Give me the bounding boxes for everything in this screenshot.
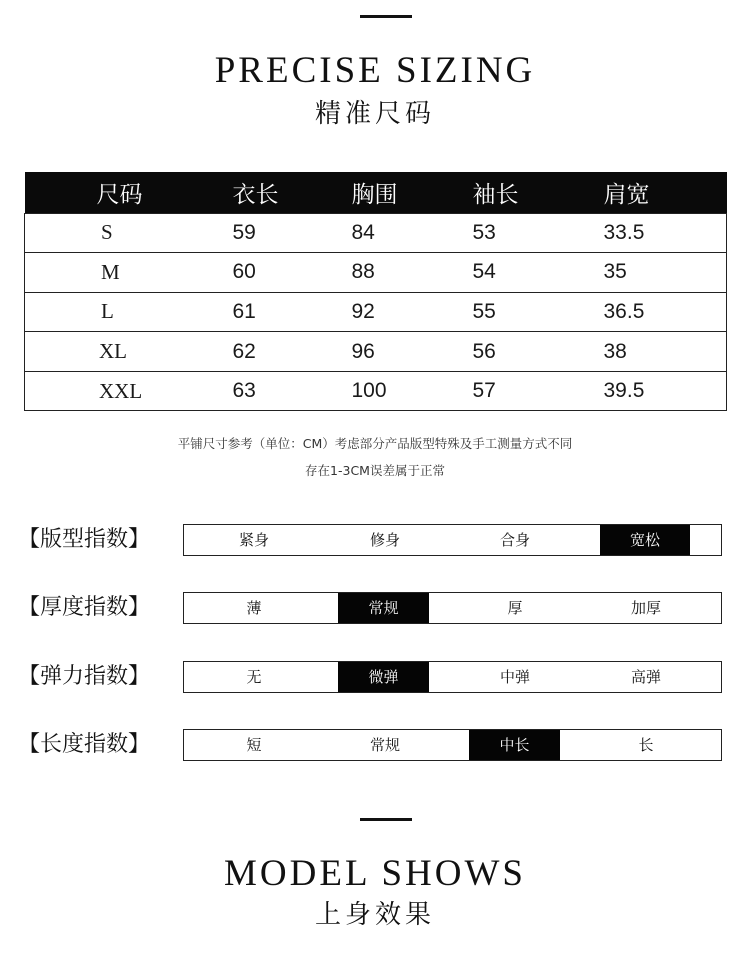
index-option: 中弹 xyxy=(499,668,530,686)
table-row xyxy=(25,292,727,332)
measurement-note-line2: 存在1-3CM误差属于正常 xyxy=(305,463,445,478)
model-heading xyxy=(0,855,750,928)
top-divider xyxy=(360,15,412,18)
table-row xyxy=(25,213,727,253)
index-row-elasticity xyxy=(18,661,728,693)
length-cell: 62 xyxy=(175,332,295,372)
index-option: 无 xyxy=(246,668,262,686)
size-cell: L xyxy=(25,292,175,332)
sleeve-cell: 54 xyxy=(417,253,539,293)
index-label: 【长度指数】 xyxy=(18,732,151,757)
header-cell: 尺码 xyxy=(25,172,175,213)
index-option-selected: 中长 xyxy=(469,730,560,760)
index-option-selected: 常规 xyxy=(338,593,429,623)
index-bar xyxy=(183,729,722,761)
sleeve-cell: 56 xyxy=(417,332,539,372)
measurement-note-line1: 平铺尺寸参考（单位：CM）考虑部分产品版型特殊及手工测量方式不同 xyxy=(177,436,573,451)
index-option: 加厚 xyxy=(630,599,661,617)
index-row-fit xyxy=(18,524,728,556)
index-option: 常规 xyxy=(369,736,400,754)
chest-cell: 96 xyxy=(295,332,417,372)
index-option: 修身 xyxy=(369,531,400,549)
chest-cell: 100 xyxy=(295,371,417,411)
index-option: 薄 xyxy=(246,599,262,617)
chest-cell: 84 xyxy=(295,213,417,253)
index-label: 【厚度指数】 xyxy=(18,595,151,620)
model-title-cn: 上身效果 xyxy=(314,900,435,930)
index-option: 厚 xyxy=(507,599,523,617)
sleeve-cell: 55 xyxy=(417,292,539,332)
index-bar xyxy=(183,524,722,556)
size-table-header xyxy=(25,172,727,213)
size-cell: XL xyxy=(25,332,175,372)
index-option: 短 xyxy=(246,736,262,754)
table-row xyxy=(25,253,727,293)
index-option-selected: 宽松 xyxy=(600,525,690,555)
sizing-title-cn: 精准尺码 xyxy=(314,99,435,129)
size-cell: XXL xyxy=(25,371,175,411)
size-table xyxy=(24,172,727,411)
header-cell: 衣长 xyxy=(175,172,295,213)
index-option: 长 xyxy=(638,736,654,754)
chest-cell: 92 xyxy=(295,292,417,332)
shoulder-cell: 39.5 xyxy=(539,371,727,411)
index-option: 合身 xyxy=(499,531,530,549)
index-bar xyxy=(183,661,722,693)
chest-cell: 88 xyxy=(295,253,417,293)
length-cell: 60 xyxy=(175,253,295,293)
sizing-title-en: PRECISE SIZING xyxy=(214,50,536,91)
header-cell: 肩宽 xyxy=(539,172,727,213)
index-row-thickness xyxy=(18,592,728,624)
sleeve-cell: 57 xyxy=(417,371,539,411)
bottom-divider xyxy=(360,818,412,821)
shoulder-cell: 35 xyxy=(539,253,727,293)
index-row-length xyxy=(18,729,728,761)
model-title-en: MODEL SHOWS xyxy=(224,853,526,894)
index-bar xyxy=(183,592,722,624)
index-option: 高弹 xyxy=(630,668,661,686)
index-label: 【版型指数】 xyxy=(18,527,151,552)
length-cell: 63 xyxy=(175,371,295,411)
header-cell: 胸围 xyxy=(295,172,417,213)
shoulder-cell: 36.5 xyxy=(539,292,727,332)
index-label: 【弹力指数】 xyxy=(18,664,151,689)
length-cell: 59 xyxy=(175,213,295,253)
length-cell: 61 xyxy=(175,292,295,332)
size-cell: M xyxy=(25,253,175,293)
shoulder-cell: 38 xyxy=(539,332,727,372)
shoulder-cell: 33.5 xyxy=(539,213,727,253)
table-row xyxy=(25,371,727,411)
table-row xyxy=(25,332,727,372)
index-option-selected: 微弹 xyxy=(338,662,429,692)
size-cell: S xyxy=(25,213,175,253)
sleeve-cell: 53 xyxy=(417,213,539,253)
index-option: 紧身 xyxy=(238,531,269,549)
header-cell: 袖长 xyxy=(417,172,539,213)
sizing-heading xyxy=(0,52,750,127)
